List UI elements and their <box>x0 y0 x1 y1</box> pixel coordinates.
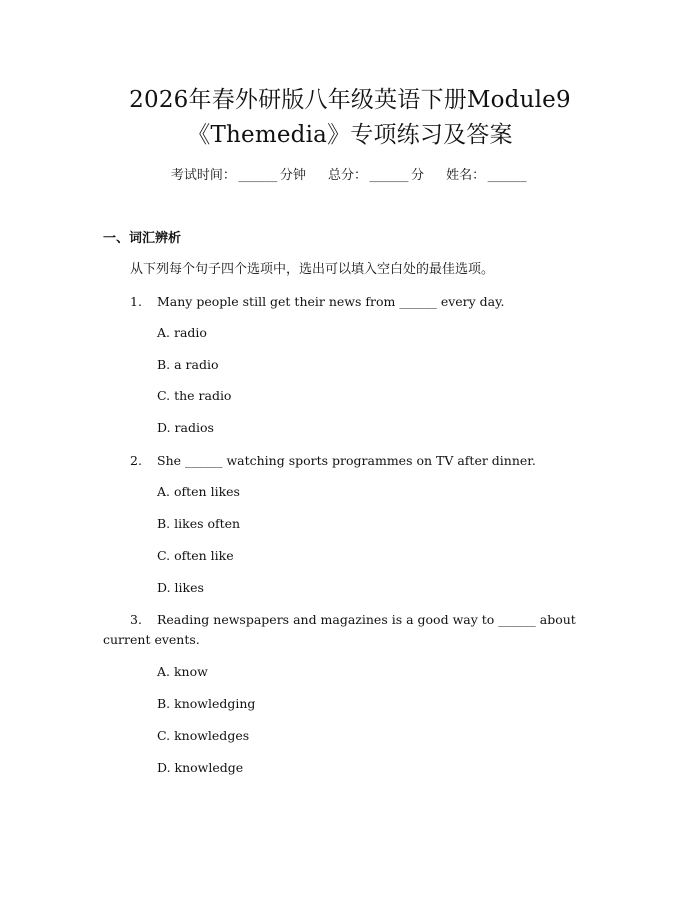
section-instruction: 从下列每个句子四个选项中，选出可以填入空白处的最佳选项。 <box>130 262 495 277</box>
answer-option: B. likes often <box>157 516 241 531</box>
exam-time-unit: 分钟 <box>279 168 306 183</box>
answer-option: C. the radio <box>157 388 232 403</box>
exam-time-field <box>171 168 310 183</box>
document-title-line-2: 《Themedia》专项练习及答案 <box>187 122 513 148</box>
student-name-field <box>446 168 529 183</box>
total-score-unit: 分 <box>411 168 425 183</box>
question-stem <box>130 292 505 312</box>
answer-option: A. often likes <box>157 484 240 499</box>
answer-option: D. likes <box>157 580 204 595</box>
answer-option: B. knowledging <box>157 696 256 711</box>
question-text: Reading newspapers and magazines is a good way to ______ about <box>157 612 576 627</box>
answer-option: C. often like <box>157 548 234 563</box>
student-name-label: 姓名： <box>446 168 486 183</box>
exam-time-blank: ______ <box>238 168 278 183</box>
answer-option: C. knowledges <box>157 728 250 743</box>
answer-option: D. knowledge <box>157 760 244 775</box>
answer-option: B. a radio <box>157 357 219 372</box>
question-number: 1. <box>130 294 142 309</box>
total-score-blank: ______ <box>369 168 409 183</box>
total-score-field <box>328 168 428 183</box>
question-number: 2. <box>130 453 142 468</box>
total-score-label: 总分： <box>327 168 367 183</box>
question-number: 3. <box>130 612 142 627</box>
question-stem <box>130 451 536 471</box>
exam-info-row <box>0 166 700 186</box>
student-name-blank: ______ <box>487 168 527 183</box>
question-text-continued: current events. <box>103 632 200 647</box>
exam-time-label: 考试时间： <box>170 168 236 183</box>
question-stem <box>130 610 576 630</box>
answer-option: D. radios <box>157 420 214 435</box>
question-text: Many people still get their news from ______ every day. <box>157 294 505 309</box>
answer-option: A. radio <box>157 325 207 340</box>
question-text: She ______ watching sports programmes on TV after dinner. <box>157 453 536 468</box>
answer-option: A. know <box>157 664 208 679</box>
section-heading: 一、词汇辨析 <box>103 231 182 246</box>
document-title-line-1: 2026年春外研版八年级英语下册Module9 <box>129 87 571 113</box>
